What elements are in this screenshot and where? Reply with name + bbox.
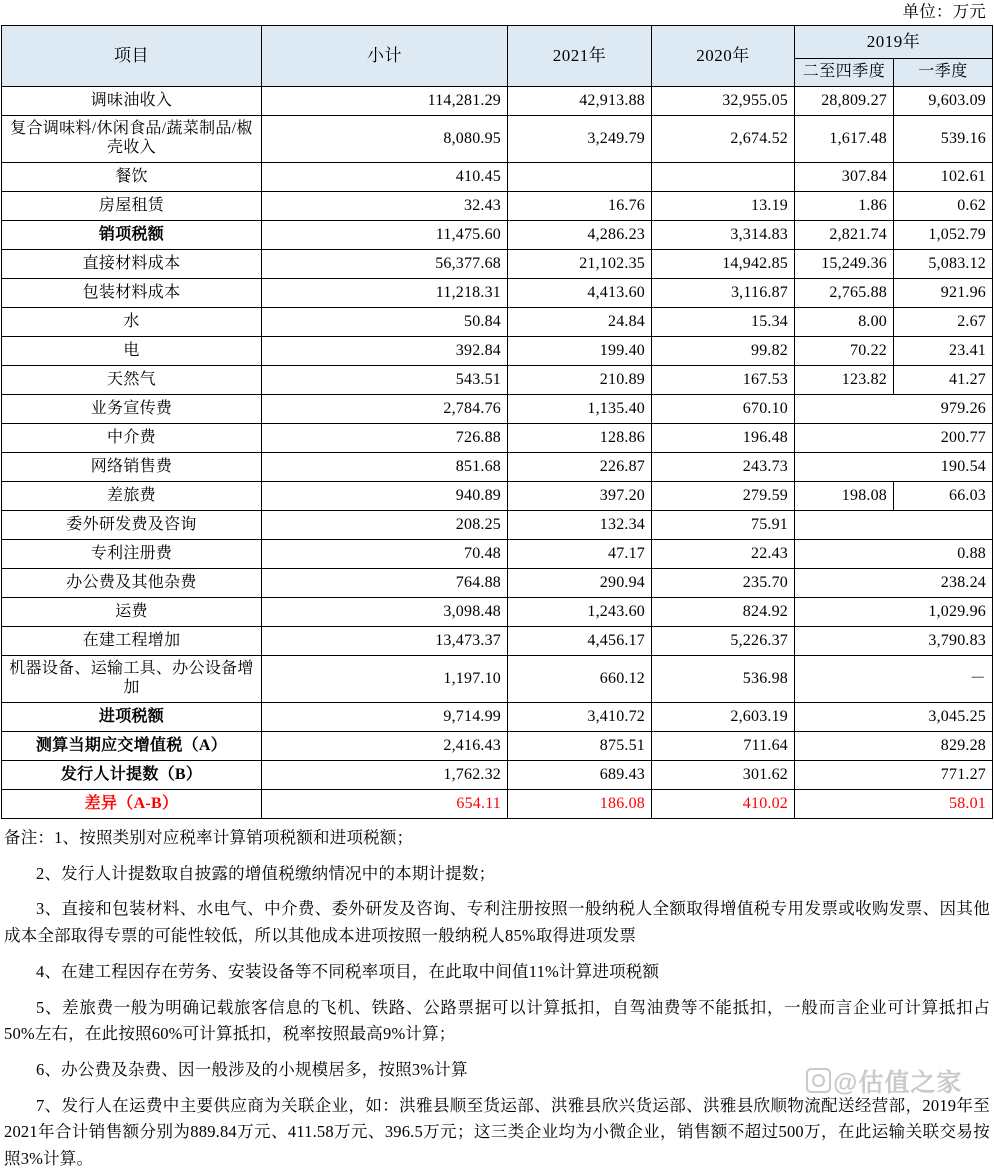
- table-header: [2, 26, 993, 87]
- table-row: [2, 569, 993, 598]
- header-cell-subtotal: 小计: [262, 26, 508, 87]
- table-row: [2, 192, 993, 221]
- cell-subtotal: 543.51: [262, 366, 508, 395]
- cell-subtotal: 410.45: [262, 163, 508, 192]
- vat-calculation-table: [1, 25, 993, 819]
- cell-q1: 921.96: [894, 279, 993, 308]
- cell-subtotal: 940.89: [262, 482, 508, 511]
- cell-label: 直接材料成本: [2, 250, 262, 279]
- cell-q24: 2,765.88: [795, 279, 894, 308]
- table-row: [2, 87, 993, 116]
- cell-y2020: 22.43: [652, 540, 795, 569]
- cell-subtotal: 11,218.31: [262, 279, 508, 308]
- cell-y2021: 199.40: [508, 337, 652, 366]
- cell-y2021: 3,410.72: [508, 703, 652, 732]
- cell-q1: 5,083.12: [894, 250, 993, 279]
- table-row: [2, 116, 993, 163]
- cell-y2020: 2,603.19: [652, 703, 795, 732]
- cell-y2021: 16.76: [508, 192, 652, 221]
- table-row: [2, 627, 993, 656]
- cell-subtotal: 70.48: [262, 540, 508, 569]
- cell-q24: 307.84: [795, 163, 894, 192]
- cell-label: 发行人计提数（B）: [2, 761, 262, 790]
- header-cell-2019-group: 2019年: [795, 26, 993, 59]
- unit-caption: 单位：万元: [902, 2, 986, 21]
- cell-q24: 1.86: [795, 192, 894, 221]
- cell-y2020: 3,314.83: [652, 221, 795, 250]
- cell-y2020: 14,942.85: [652, 250, 795, 279]
- notes-section: [0, 825, 994, 1173]
- header-row-primary: [2, 26, 993, 59]
- cell-y2020: 32,955.05: [652, 87, 795, 116]
- cell-label: 电: [2, 337, 262, 366]
- cell-q24: 123.82: [795, 366, 894, 395]
- table-row: [2, 308, 993, 337]
- cell-label: 销项税额: [2, 221, 262, 250]
- watermark-text: @估值之家: [833, 1069, 963, 1097]
- cell-label: 天然气: [2, 366, 262, 395]
- cell-label: 差异（A-B）: [2, 790, 262, 819]
- header-cell-2019-q2-q4: 二至四季度: [795, 59, 894, 87]
- cell-2019-merged: 771.27: [795, 761, 993, 790]
- cell-y2021: [508, 163, 652, 192]
- cell-label: 差旅费: [2, 482, 262, 511]
- note-paragraph: 5、差旅费一般为明确记载旅客信息的飞机、铁路、公路票据可以计算抵扣，自驾油费等不能抵扣，一般而言企业可计算抵扣占50%左右，在此按照60%可计算抵扣，税率按照最高9%计算；: [4, 997, 990, 1044]
- table-body: [2, 87, 993, 819]
- cell-y2021: 4,456.17: [508, 627, 652, 656]
- cell-y2020: 536.98: [652, 656, 795, 703]
- cell-y2021: 290.94: [508, 569, 652, 598]
- cell-label: 测算当期应交增值税（A）: [2, 732, 262, 761]
- cell-y2020: 711.64: [652, 732, 795, 761]
- note-paragraph: 备注：1、按照类别对应税率计算销项税额和进项税额；: [4, 828, 414, 847]
- cell-subtotal: 2,784.76: [262, 395, 508, 424]
- cell-y2021: 4,286.23: [508, 221, 652, 250]
- cell-subtotal: 726.88: [262, 424, 508, 453]
- table-row: [2, 163, 993, 192]
- cell-label: 委外研发费及咨询: [2, 511, 262, 540]
- cell-label: 在建工程增加: [2, 627, 262, 656]
- cell-y2020: 824.92: [652, 598, 795, 627]
- cell-q24: 198.08: [795, 482, 894, 511]
- cell-2019-merged: 190.54: [795, 453, 993, 482]
- cell-2019-merged: 238.24: [795, 569, 993, 598]
- cell-y2021: 186.08: [508, 790, 652, 819]
- cell-label: 调味油收入: [2, 87, 262, 116]
- cell-label: 餐饮: [2, 163, 262, 192]
- cell-q1: 9,603.09: [894, 87, 993, 116]
- cell-subtotal: 13,473.37: [262, 627, 508, 656]
- cell-label: 包装材料成本: [2, 279, 262, 308]
- cell-subtotal: 2,416.43: [262, 732, 508, 761]
- cell-label: 复合调味料/休闲食品/蔬菜制品/椒壳收入: [2, 116, 262, 163]
- table-row: [2, 540, 993, 569]
- cell-q24: 15,249.36: [795, 250, 894, 279]
- cell-q1: 0.62: [894, 192, 993, 221]
- cell-2019-merged: 829.28: [795, 732, 993, 761]
- cell-y2020: 3,116.87: [652, 279, 795, 308]
- cell-y2021: 1,135.40: [508, 395, 652, 424]
- cell-label: 网络销售费: [2, 453, 262, 482]
- cell-y2021: 47.17: [508, 540, 652, 569]
- cell-q24: 28,809.27: [795, 87, 894, 116]
- cell-q1: 102.61: [894, 163, 993, 192]
- cell-2019-merged: 3,790.83: [795, 627, 993, 656]
- table-row: [2, 337, 993, 366]
- cell-subtotal: 392.84: [262, 337, 508, 366]
- cell-label: 房屋租赁: [2, 192, 262, 221]
- cell-subtotal: 764.88: [262, 569, 508, 598]
- cell-subtotal: 114,281.29: [262, 87, 508, 116]
- table-row: [2, 250, 993, 279]
- cell-2019-merged: 1,029.96: [795, 598, 993, 627]
- cell-y2020: 75.91: [652, 511, 795, 540]
- cell-subtotal: 32.43: [262, 192, 508, 221]
- table-row: [2, 221, 993, 250]
- cell-y2020: [652, 163, 795, 192]
- table-row: [2, 453, 993, 482]
- cell-q1: 41.27: [894, 366, 993, 395]
- cell-subtotal: 11,475.60: [262, 221, 508, 250]
- header-cell-2019-q1: 一季度: [894, 59, 993, 87]
- cell-y2020: 243.73: [652, 453, 795, 482]
- cell-subtotal: 50.84: [262, 308, 508, 337]
- cell-q24: 2,821.74: [795, 221, 894, 250]
- cell-subtotal: 208.25: [262, 511, 508, 540]
- cell-y2020: 301.62: [652, 761, 795, 790]
- table-row: [2, 703, 993, 732]
- cell-y2021: 42,913.88: [508, 87, 652, 116]
- cell-q1: 539.16: [894, 116, 993, 163]
- cell-y2020: 99.82: [652, 337, 795, 366]
- table-row: [2, 732, 993, 761]
- cell-y2021: 210.89: [508, 366, 652, 395]
- header-cell-item: 项目: [2, 26, 262, 87]
- cell-2019-merged: －: [795, 656, 993, 703]
- cell-2019-merged: 58.01: [795, 790, 993, 819]
- cell-q1: 66.03: [894, 482, 993, 511]
- table-row: [2, 761, 993, 790]
- cell-2019-merged: 0.88: [795, 540, 993, 569]
- cell-label: 水: [2, 308, 262, 337]
- table-row: [2, 598, 993, 627]
- cell-y2021: 3,249.79: [508, 116, 652, 163]
- cell-q24: 70.22: [795, 337, 894, 366]
- cell-q1: 23.41: [894, 337, 993, 366]
- cell-label: 办公费及其他杂费: [2, 569, 262, 598]
- cell-label: 运费: [2, 598, 262, 627]
- cell-q24: 8.00: [795, 308, 894, 337]
- cell-label: 进项税额: [2, 703, 262, 732]
- table-row: [2, 790, 993, 819]
- cell-q1: 1,052.79: [894, 221, 993, 250]
- cell-subtotal: 1,762.32: [262, 761, 508, 790]
- cell-2019-merged: 979.26: [795, 395, 993, 424]
- note-paragraph: 6、办公费及杂费、因一般涉及的小规模居多，按照3%计算: [36, 1060, 468, 1080]
- note-paragraph: 4、在建工程因存在劳务、安装设备等不同税率项目，在此取中间值11%计算进项税额: [36, 961, 660, 981]
- cell-label: 专利注册费: [2, 540, 262, 569]
- table-row: [2, 424, 993, 453]
- cell-subtotal: 3,098.48: [262, 598, 508, 627]
- cell-y2020: 279.59: [652, 482, 795, 511]
- cell-subtotal: 9,714.99: [262, 703, 508, 732]
- cell-label: 中介费: [2, 424, 262, 453]
- cell-y2020: 235.70: [652, 569, 795, 598]
- cell-y2020: 2,674.52: [652, 116, 795, 163]
- cell-2019-merged: 3,045.25: [795, 703, 993, 732]
- cell-y2020: 196.48: [652, 424, 795, 453]
- cell-subtotal: 1,197.10: [262, 656, 508, 703]
- cell-y2021: 689.43: [508, 761, 652, 790]
- note-paragraph: 7、发行人在运费中主要供应商为关联企业，如：洪雅县顺至货运部、洪雅县欣兴货运部、洪雅县欣顺物流配送经营部，2019年至2021年合计销售额分别为889.84万元、411.58万元、396.5万元；这三类企业均为小微企业，销售额不超过500万，在此运输关联交易按照3%计算。: [4, 1095, 990, 1169]
- cell-y2021: 24.84: [508, 308, 652, 337]
- cell-y2021: 128.86: [508, 424, 652, 453]
- table-row: [2, 279, 993, 308]
- cell-2019-merged: [795, 511, 993, 540]
- table-row: [2, 366, 993, 395]
- cell-y2021: 4,413.60: [508, 279, 652, 308]
- table-row: [2, 395, 993, 424]
- header-cell-2021: 2021年: [508, 26, 652, 87]
- cell-label: 业务宣传费: [2, 395, 262, 424]
- cell-subtotal: 654.11: [262, 790, 508, 819]
- cell-y2020: 410.02: [652, 790, 795, 819]
- cell-subtotal: 851.68: [262, 453, 508, 482]
- cell-2019-merged: 200.77: [795, 424, 993, 453]
- cell-y2021: 226.87: [508, 453, 652, 482]
- cell-q24: 1,617.48: [795, 116, 894, 163]
- cell-y2020: 167.53: [652, 366, 795, 395]
- table-row: [2, 511, 993, 540]
- cell-subtotal: 8,080.95: [262, 116, 508, 163]
- cell-q1: 2.67: [894, 308, 993, 337]
- cell-y2020: 13.19: [652, 192, 795, 221]
- cell-y2021: 132.34: [508, 511, 652, 540]
- table-row: [2, 482, 993, 511]
- cell-y2020: 670.10: [652, 395, 795, 424]
- note-paragraph: 2、发行人计提数取自披露的增值税缴纳情况中的本期计提数；: [36, 863, 496, 883]
- table-row: [2, 656, 993, 703]
- cell-y2021: 1,243.60: [508, 598, 652, 627]
- cell-y2021: 875.51: [508, 732, 652, 761]
- cell-y2021: 660.12: [508, 656, 652, 703]
- header-cell-2020: 2020年: [652, 26, 795, 87]
- note-paragraph: 3、直接和包装材料、水电气、中介费、委外研发及咨询、专利注册按照一般纳税人全额取得增值税专用发票或收购发票、因其他成本全部取得专票的可能性较低，所以其他成本进项按照一般纳税人85%取得进项发票: [4, 899, 990, 946]
- cell-y2021: 397.20: [508, 482, 652, 511]
- cell-label: 机器设备、运输工具、办公设备增加: [2, 656, 262, 703]
- cell-y2021: 21,102.35: [508, 250, 652, 279]
- cell-y2020: 15.34: [652, 308, 795, 337]
- cell-subtotal: 56,377.68: [262, 250, 508, 279]
- cell-y2020: 5,226.37: [652, 627, 795, 656]
